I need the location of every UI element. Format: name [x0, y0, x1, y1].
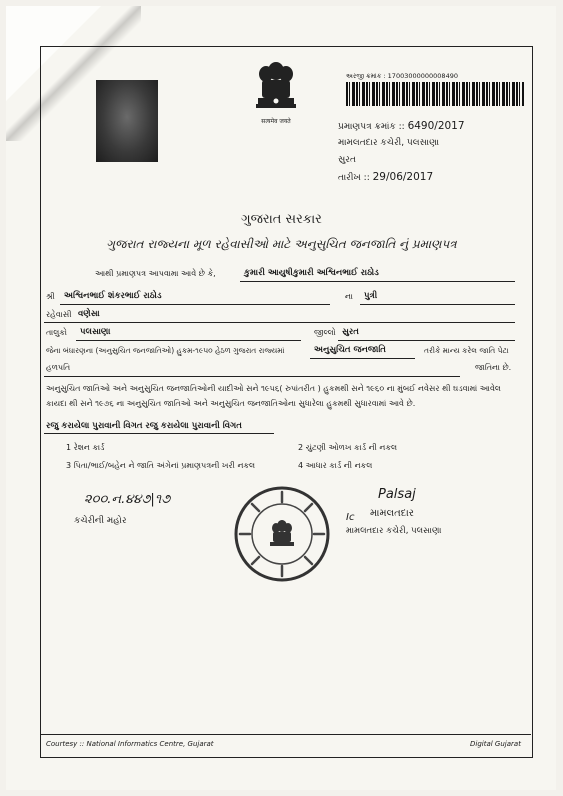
certificate-number: 6490/2017 [407, 120, 465, 132]
government-title: ગુજરાત સરકાર [241, 212, 322, 227]
underline [76, 340, 301, 341]
document-item: 4 આધાર કાર્ડ ની નકલ [298, 461, 373, 470]
issue-date-row [338, 171, 433, 183]
footer-courtesy: Courtesy :: National Informatics Centre, Gujarat [46, 740, 214, 748]
certificate-number-label: પ્રમાણપત્ર ક્રમાંક :: [338, 122, 405, 132]
applicant-photo [96, 80, 158, 162]
legal-paragraph: અનુસુચિત જાતિઓ અને અનુસુચિત જનજાતિઓની યાદીઓ સને ૧૯૫૬( રુપાંતરીત ) હુકમથી સને ૧૯૬૦ ના મુંબઈ નવેસર થી ઘડવામાં આવેલ કાયદા થી સને ૧૯૭૬ ના અનુસુચિત જાતિઓ અને અનુસુચિત જનજાતિઓના સુધારેલા હુકમથી સુધારવામાં આવે છે. [46, 384, 501, 408]
taluka-label: તાલુકો [46, 328, 67, 337]
office-seal-stamp [232, 484, 332, 584]
handwritten-reference: ૨૦૦.ન.૪૪૭|૧૭ [84, 492, 171, 507]
relation: પુત્રી [364, 291, 378, 301]
documents-heading: રજુ કરાયેલા પુરાવાની વિગત રજુ કરાયેલા પુરાવાની વિગત [46, 421, 242, 431]
shri-label: શ્રી [46, 292, 55, 301]
certificate-number-row [338, 120, 465, 132]
signature-initials: Ic [346, 512, 355, 523]
officer-signature: Palsaj [378, 487, 416, 502]
barcode [346, 82, 524, 106]
footer-brand: Digital Gujarat [470, 740, 521, 748]
underline [44, 376, 460, 377]
father-name: અશ્વિનભાઈ શંકરભાઈ રાઠોડ [64, 291, 162, 301]
underline [310, 358, 415, 359]
order-text: જેના બંધારણના (અનુસુચિત જનજાતિઓ) હુકમ-૧૯૫૦ હેઠળ ગુજરાત રાજ્યમાં [46, 346, 285, 355]
is-text: જાતિના છે. [475, 363, 512, 372]
officer-designation: મામલતદાર [370, 508, 414, 519]
underline [44, 433, 274, 434]
village: વણેસા [78, 309, 100, 319]
issue-date: 29/06/2017 [372, 171, 434, 183]
document-item: 3 પિતા/ભાઈ/બહેન ને જાતિ અંગેનાં પ્રમાણપત્રની ખરી નકલ [66, 461, 256, 470]
intro-text: આથી પ્રમાણપત્ર આપવામા આવે છે કે, [95, 269, 216, 278]
recognized-text: તરીકે માન્ય કરેલ જાતિ પેટા [424, 346, 509, 355]
document-item: 1 રેશન કાર્ડ [66, 443, 105, 452]
issue-date-label: તારીખ :: [338, 173, 370, 183]
district-label: જીલ્લો [314, 328, 336, 337]
underline [60, 304, 330, 305]
serial-number: અરજી ક્રમાંક : 17003000000008490 [346, 72, 458, 80]
underline [240, 281, 515, 282]
underline [44, 322, 515, 323]
category: અનુસુચિત જનજાતિ [314, 345, 386, 355]
office-seal-label: કચેરીની મહોર [74, 516, 127, 526]
document-item: 2 ચુંટણી ઓળખ કાર્ડ ની નકલ [298, 443, 398, 452]
applicant-name: કુમારી આયુષીકુમારી અશ્વિનભાઈ રાઠોડ [244, 268, 379, 278]
underline [338, 340, 515, 341]
issuing-office: મામલતદાર કચેરી, પલસાણા [338, 138, 440, 148]
district: સુરત [342, 327, 359, 337]
resident-label: રહેવાસી [46, 310, 72, 319]
na-label: ના [345, 292, 353, 301]
national-emblem-icon [252, 62, 300, 122]
underline [360, 304, 515, 305]
issuing-district: સુરત [338, 155, 356, 165]
caste: હળપતિ [46, 363, 71, 372]
emblem-caption: सत्यमेव जयते [261, 118, 291, 125]
certificate-title: ગુજરાત રાજ્યના મૂળ રહેવાસીઓ માટે અનુસુચિત જનજાતિ નું પ્રમાણપત્ર [106, 237, 457, 251]
taluka: પલસાણા [80, 327, 111, 337]
officer-office: મામલતદાર કચેરી, પલસાણા [346, 526, 442, 536]
